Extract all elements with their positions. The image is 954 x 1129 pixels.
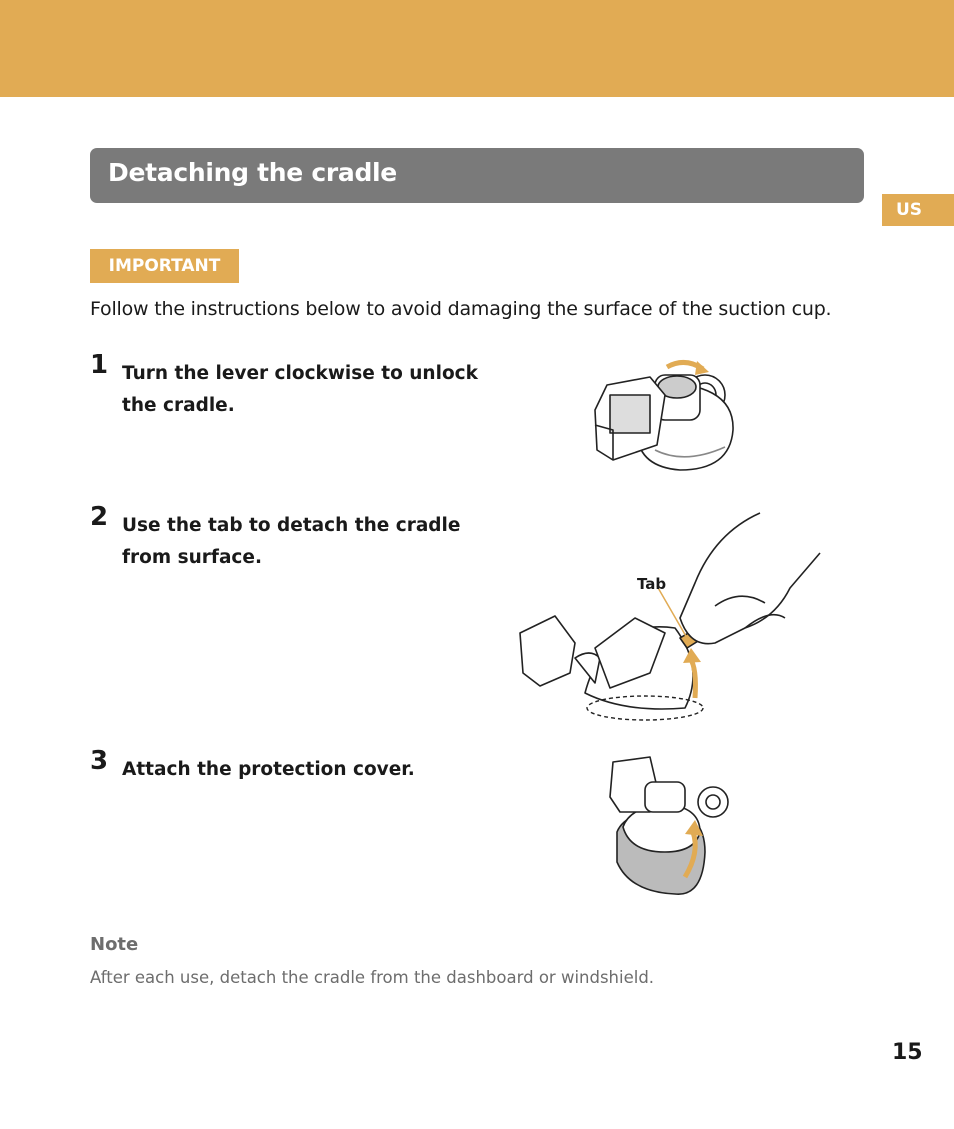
cradle-tab-illustration: [515, 508, 830, 726]
cradle-knob: [645, 782, 685, 812]
step-2-text: [122, 510, 492, 574]
step-1-line-1: Turn the lever clockwise to unlock: [122, 363, 478, 384]
page-number: 15: [892, 1040, 923, 1065]
note-title: Note: [90, 934, 139, 955]
protection-cover-illustration: [605, 752, 735, 900]
step-3-text: Attach the protection cover.: [122, 759, 415, 780]
section-title: Detaching the cradle: [108, 158, 397, 187]
cradle-arm: [575, 653, 600, 683]
step-2-number: 2: [90, 502, 109, 532]
step-2-line-2: from surface.: [122, 547, 262, 568]
step-1-line-2: the cradle.: [122, 395, 235, 416]
cradle-mount-side: [520, 616, 575, 686]
important-text: Follow the instructions below to avoid damaging the surface of the suction cup.: [90, 298, 832, 320]
cover-tab-hole: [706, 795, 720, 809]
cradle-screen: [610, 395, 650, 433]
step-1-number: 1: [90, 350, 109, 380]
important-badge: IMPORTANT: [90, 249, 239, 283]
section-header-bar: [90, 148, 864, 203]
top-header-band: [0, 0, 954, 97]
clockwise-arrow-head: [695, 361, 709, 375]
step-3-number: 3: [90, 746, 109, 776]
cradle-lever-illustration: [585, 355, 755, 480]
step-2-line-1: Use the tab to detach the cradle: [122, 515, 461, 536]
language-tab: US: [882, 194, 954, 226]
step-1-text: [122, 358, 492, 422]
note-text: After each use, detach the cradle from the dashboard or windshield.: [90, 968, 655, 987]
tab-callout-label: Tab: [637, 575, 667, 593]
